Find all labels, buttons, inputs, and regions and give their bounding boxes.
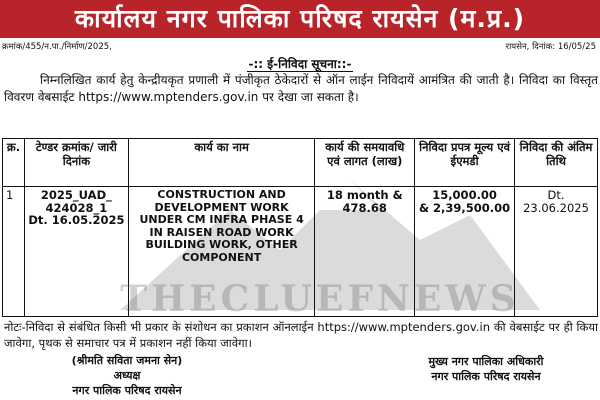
site-watermark: THECLUEFNEWS — [120, 278, 520, 320]
amendment-note: नोटः-निविदा से संबंधित किसी भी प्रकार के संशोधन का प्रकाशन ऑनलाईन https://www.mptenders.gov.in की वेबसाईट पर ही किया जावेगा, पृथक से समाचार पत्र में प्रकाशन नहीं किया जावेगा। — [4, 320, 598, 350]
cell-duration-cost: 18 month & 478.68 — [315, 187, 415, 317]
table-header-row — [3, 139, 598, 187]
issue-date: Dt. 16.05.2025 — [28, 213, 125, 227]
reference-number: क्रमांक/455/न.पा./निर्माण/2025, — [2, 42, 112, 52]
tender-id: 2025_UAD_ 424028_1 — [40, 188, 112, 215]
chairperson-office: नगर पालिक परिषद रायसेन — [72, 384, 182, 397]
col-duration-cost: कार्य की समयावधि एवं लागत (लाख) — [315, 139, 415, 187]
emd-amount: & 2,39,500.00 — [418, 200, 511, 215]
cmo-office: नगर पालिक परिषद रायसेन — [431, 370, 541, 383]
table-row — [3, 187, 598, 317]
cell-work-name: CONSTRUCTION AND DEVELOPMENT WORK UNDER CM INFRA PHASE 4 IN RAISEN ROAD WORK BUILDING WORK, OTHER COMPONENT — [128, 187, 315, 317]
cell-tender-no — [24, 187, 128, 317]
cmo-designation: मुख्य नगर पालिका अधिकारी — [428, 355, 544, 368]
tender-table — [2, 138, 598, 317]
cell-last-date — [515, 187, 598, 317]
signature-chairperson — [22, 353, 232, 398]
signature-cmo — [386, 354, 586, 384]
col-work-name: कार्य का नाम — [128, 139, 315, 187]
cell-fee-emd — [415, 187, 515, 317]
reference-row — [0, 41, 600, 54]
col-serial: क्र. — [3, 139, 25, 187]
notice-title — [0, 55, 600, 72]
office-title: कार्यालय नगर पालिका परिषद रायसेन (म.प्र.) — [74, 4, 526, 33]
col-last-date: निविदा की अंतिम तिथि — [515, 139, 598, 187]
office-header — [0, 0, 600, 38]
notice-title-text: -:: ई-निविदा सूचना::- — [248, 57, 352, 71]
reference-date: रायसेन, दिनांक: 16/05/25 — [505, 42, 596, 52]
form-fee: 15,000.00 — [432, 188, 497, 202]
last-date: 23.06.2025 — [523, 200, 589, 215]
col-fee-emd: निविदा प्रपत्र मूल्य एवं ईएमडी — [415, 139, 515, 187]
col-tender-no: टेण्डर क्रमांक/ जारी दिनांक — [24, 139, 128, 187]
chairperson-name: (श्रीमति सविता जमना सेन) — [71, 354, 183, 367]
cell-serial: 1 — [3, 187, 25, 317]
last-date-label: Dt. — [547, 188, 565, 202]
chairperson-designation: अध्यक्ष — [113, 369, 141, 382]
intro-paragraph: निम्नलिखित कार्य हेतु केन्द्रीयकृत प्रणाली में पंजीकृत ठेकेदारों से ऑन लाईन निविदायें आमंत्रित की जाती है। निविदा का विस्तृत विवरण वेबसाईट https://www.mptenders.gov.in पर देखा जा सकता है। — [4, 73, 598, 104]
